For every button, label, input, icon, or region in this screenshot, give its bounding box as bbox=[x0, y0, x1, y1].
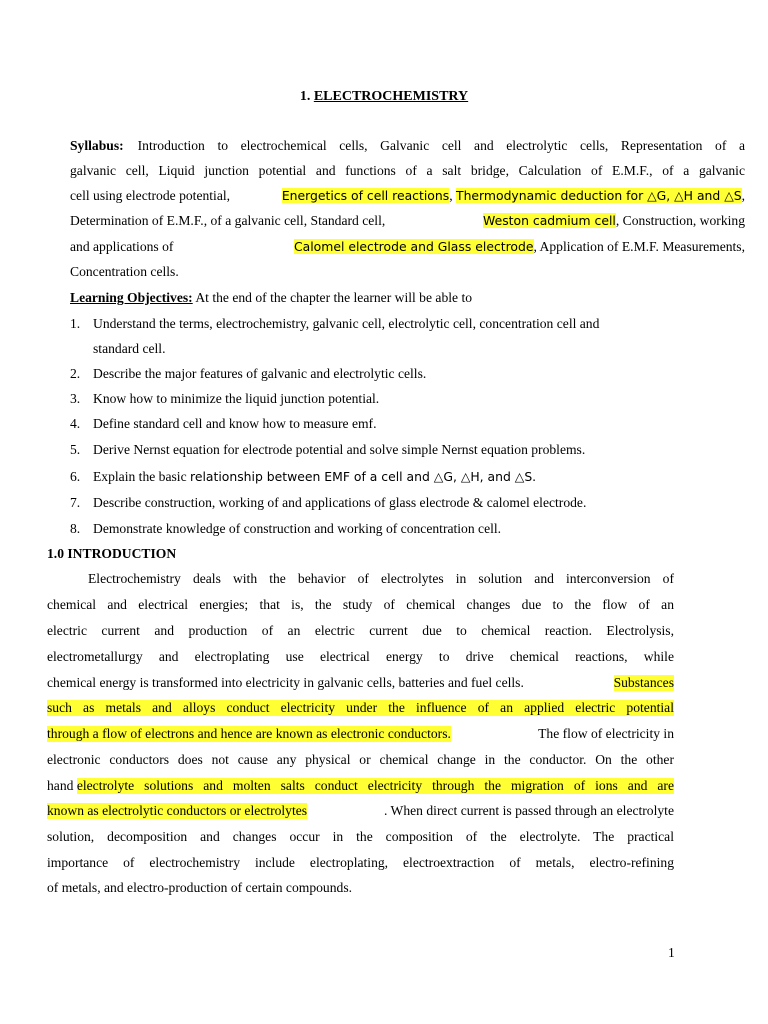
paragraph-line bbox=[47, 675, 674, 691]
separator-comma-end: , bbox=[741, 188, 745, 203]
section-heading-introduction: 1.0 INTRODUCTION bbox=[47, 546, 177, 561]
list-item-continuation: standard cell. bbox=[93, 341, 166, 356]
paragraph-line bbox=[47, 778, 674, 794]
chapter-title: ELECTROCHEMISTRY bbox=[313, 89, 469, 104]
syllabus-line-6: Concentration cells. bbox=[70, 264, 179, 279]
syllabus-text-5a: and applications of bbox=[70, 239, 174, 254]
highlight-calomel: Calomel electrode and Glass electrode bbox=[293, 239, 534, 254]
objectives-intro: At the end of the chapter the learner will be able to bbox=[192, 290, 473, 305]
list-item-text-a: Explain the basic bbox=[93, 469, 191, 484]
paragraph-line: Electrochemistry deals with the behavior of electrolytes in solution and interconversion of bbox=[88, 571, 674, 586]
list-item: Derive Nernst equation for electrode potential and solve simple Nernst equation problems. bbox=[93, 442, 586, 457]
highlight-metals-alloys: such as metals and alloys conduct electricity under the influence of an applied electric potential bbox=[47, 700, 674, 715]
highlight-electrolytic-conductors: known as electrolytic conductors or electrolytes bbox=[47, 803, 308, 818]
syllabus-text-1: Introduction to electrochemical cells, Galvanic cell and electrolytic cells, Representation of a bbox=[137, 138, 745, 153]
highlight-electronic-conductors: through a flow of electrons and hence are known as electronic conductors. bbox=[47, 726, 451, 741]
syllabus-line-1 bbox=[70, 138, 745, 154]
highlight-weston: Weston cadmium cell bbox=[483, 213, 616, 228]
highlight-substances: Substances bbox=[613, 675, 674, 690]
syllabus-text-4b: , Construction, working bbox=[615, 213, 745, 228]
list-item: Know how to minimize the liquid junction potential. bbox=[93, 391, 380, 406]
syllabus-text-5b: , Application of E.M.F. Measurements, bbox=[533, 239, 745, 254]
objectives-heading bbox=[70, 290, 472, 306]
list-item: Understand the terms, electrochemistry, galvanic cell, electrolytic cell, concentration cell and bbox=[93, 316, 600, 331]
list-item-number: 8. bbox=[70, 521, 81, 536]
list-item-number: 4. bbox=[70, 416, 81, 431]
page-title bbox=[0, 89, 768, 105]
syllabus-line-3 bbox=[70, 188, 745, 204]
chapter-number: 1. bbox=[299, 89, 311, 104]
paragraph-line: electric current and production of an electric current due to chemical reaction. Electrolysis, bbox=[47, 623, 674, 638]
list-item-number: 6. bbox=[70, 469, 81, 484]
paragraph-text: hand bbox=[47, 778, 77, 793]
list-item-number: 3. bbox=[70, 391, 81, 406]
syllabus-line-4 bbox=[70, 213, 745, 229]
syllabus-line-5 bbox=[70, 239, 745, 255]
paragraph-text: chemical energy is transformed into electricity in galvanic cells, batteries and fuel cells. bbox=[47, 675, 524, 690]
paragraph-line: electronic conductors does not cause any physical or chemical change in the conductor. On the other bbox=[47, 752, 674, 767]
paragraph-line bbox=[47, 803, 674, 819]
paragraph-text: . When direct current is passed through an electrolyte bbox=[383, 803, 674, 818]
paragraph-line bbox=[47, 700, 674, 716]
page-number: 1 bbox=[668, 945, 675, 960]
paragraph-line: electrometallurgy and electroplating use electrical energy to drive chemical reactions, while bbox=[47, 649, 674, 664]
paragraph-line: importance of electrochemistry include electroplating, electroextraction of metals, electro-refining bbox=[47, 855, 674, 870]
list-item-text-b: relationship between EMF of a cell and △G, △H, and △S. bbox=[190, 469, 537, 484]
syllabus-line-2: galvanic cell, Liquid junction potential and functions of a salt bridge, Calculation of E.M.F., of a galvanic bbox=[70, 163, 745, 178]
highlight-energetics: Energetics of cell reactions bbox=[281, 188, 450, 203]
list-item: Define standard cell and know how to measure emf. bbox=[93, 416, 377, 431]
paragraph-line: of metals, and electro-production of certain compounds. bbox=[47, 880, 353, 895]
paragraph-text: The flow of electricity in bbox=[538, 726, 674, 741]
list-item: Describe the major features of galvanic and electrolytic cells. bbox=[93, 366, 427, 381]
paragraph-line: solution, decomposition and changes occur in the composition of the electrolyte. The practical bbox=[47, 829, 674, 844]
highlight-electrolyte-solutions: electrolyte solutions and molten salts conduct electricity through the migration of ions and are bbox=[76, 778, 674, 793]
list-item-number: 7. bbox=[70, 495, 81, 510]
list-item bbox=[93, 469, 536, 485]
objectives-label: Learning Objectives: bbox=[70, 290, 193, 305]
paragraph-line bbox=[47, 726, 674, 742]
list-item: Demonstrate knowledge of construction and working of concentration cell. bbox=[93, 521, 502, 536]
list-item: Describe construction, working of and applications of glass electrode & calomel electrode. bbox=[93, 495, 587, 510]
paragraph-line: chemical and electrical energies; that is, the study of chemical changes due to the flow of an bbox=[47, 597, 674, 612]
highlight-thermodynamic: Thermodynamic deduction for △G, △H and △S bbox=[456, 188, 742, 203]
syllabus-text-4a: Determination of E.M.F., of a galvanic cell, Standard cell, bbox=[70, 213, 386, 228]
syllabus-text-3a: cell using electrode potential, bbox=[70, 188, 231, 203]
syllabus-label: Syllabus: bbox=[70, 138, 124, 153]
list-item-number: 5. bbox=[70, 442, 81, 457]
list-item-number: 1. bbox=[70, 316, 81, 331]
separator-comma: , bbox=[449, 188, 453, 203]
list-item-number: 2. bbox=[70, 366, 81, 381]
